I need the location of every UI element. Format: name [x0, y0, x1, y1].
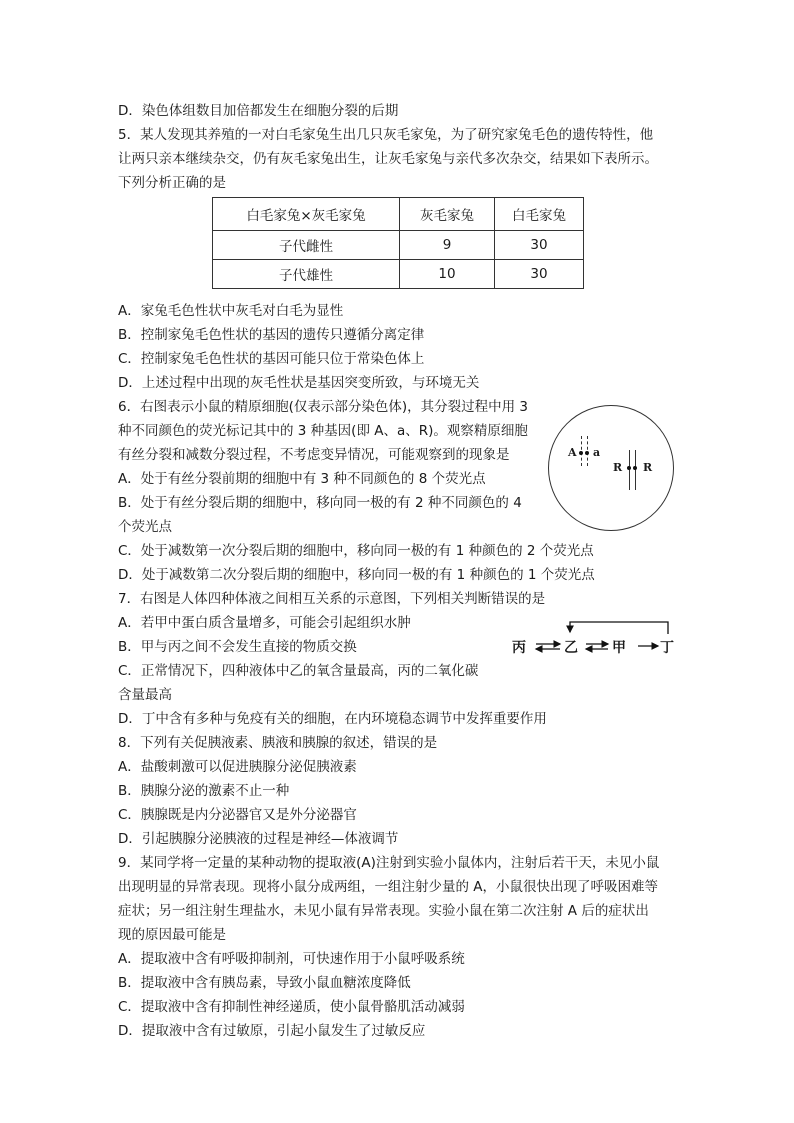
- option-line: B．甲与丙之间不会发生直接的物质交换: [118, 639, 357, 655]
- question-line: 6．右图表示小鼠的精原细胞(仅表示部分染色体)，其分裂过程中用 3: [118, 399, 529, 415]
- gene-label-A: A: [568, 446, 577, 459]
- table-cell: 子代雄性: [213, 260, 400, 289]
- option-line: A．若甲中蛋白质含量增多，可能会引起组织水肿: [118, 615, 411, 631]
- option-line: C．处于减数第一次分裂后期的细胞中，移向同一极的有 1 种颜色的 2 个荧光点: [118, 543, 594, 559]
- cell-figure: [548, 405, 674, 531]
- fluid-diagram: [510, 618, 690, 660]
- option-line: 含量最高: [118, 687, 172, 703]
- option-line: B．胰腺分泌的激素不止一种: [118, 783, 290, 799]
- fluid-bing: 丙: [512, 640, 526, 656]
- chromosome: [629, 450, 630, 490]
- table-cell: 10: [400, 260, 495, 289]
- gene-dot: [585, 451, 589, 455]
- question-line: 7．右图是人体四种体液之间相互关系的示意图，下列相关判断错误的是: [118, 591, 546, 607]
- option-line: D．提取液中含有过敏原，引起小鼠发生了过敏反应: [118, 1023, 426, 1039]
- question-line: 8．下列有关促胰液素、胰液和胰腺的叙述，错误的是: [118, 735, 438, 751]
- table-cell: 30: [495, 231, 584, 260]
- question-line: 有丝分裂和减数分裂过程，不考虑变异情况，可能观察到的现象是: [118, 447, 510, 463]
- gene-label-R: R: [613, 461, 623, 474]
- question-line: 让两只亲本继续杂交，仍有灰毛家兔出生，让灰毛家兔与亲代多次杂交，结果如下表所示。: [118, 151, 658, 167]
- fluid-yi: 乙: [564, 640, 578, 656]
- option-line: B．处于有丝分裂后期的细胞中，移向同一极的有 2 种不同颜色的 4: [118, 495, 522, 511]
- table-cell: 30: [495, 260, 584, 289]
- table-header-cell: 灰毛家兔: [400, 198, 495, 231]
- option-line: C．提取液中含有抑制性神经递质，使小鼠骨骼肌活动减弱: [118, 999, 465, 1015]
- gene-label-a: a: [593, 446, 601, 459]
- option-line: 个荧光点: [118, 519, 172, 535]
- option-line: C．控制家兔毛色性状的基因可能只位于常染色体上: [118, 351, 425, 367]
- option-line: D．染色体组数目加倍都发生在细胞分裂的后期: [118, 103, 399, 119]
- gene-dot: [627, 466, 631, 470]
- option-line: B．提取液中含有胰岛素，导致小鼠血糖浓度降低: [118, 975, 411, 991]
- option-line: D．上述过程中出现的灰毛性状是基因突变所致，与环境无关: [118, 375, 480, 391]
- question-line: 出现明显的异常表现。现将小鼠分成两组，一组注射少量的 A，小鼠很快出现了呼吸困难等: [118, 879, 659, 895]
- table-cell: 子代雌性: [213, 231, 400, 260]
- question-line: 下列分析正确的是: [118, 175, 226, 191]
- table-header-cell: 白毛家兔: [495, 198, 584, 231]
- option-line: C．正常情况下，四种液体中乙的氧含量最高，丙的二氧化碳: [118, 663, 479, 679]
- table-cell: 9: [400, 231, 495, 260]
- option-line: A．家兔毛色性状中灰毛对白毛为显性: [118, 303, 344, 319]
- question-line: 症状；另一组注射生理盐水，未见小鼠有异常表现。实验小鼠在第二次注射 A 后的症状出: [118, 903, 649, 919]
- option-line: D．处于减数第二次分裂后期的细胞中，移向同一极的有 1 种颜色的 1 个荧光点: [118, 567, 595, 583]
- option-line: A．提取液中含有呼吸抑制剂，可快速作用于小鼠呼吸系统: [118, 951, 465, 967]
- results-table: [212, 197, 584, 289]
- chromosome: [635, 450, 636, 490]
- question-line: 5．某人发现其养殖的一对白毛家兔生出几只灰毛家兔，为了研究家兔毛色的遗传特性，他: [118, 127, 654, 143]
- option-line: D．引起胰腺分泌胰液的过程是神经—体液调节: [118, 831, 399, 847]
- gene-label-R: R: [643, 461, 653, 474]
- question-line: 现的原因最可能是: [118, 927, 226, 943]
- option-line: B．控制家兔毛色性状的基因的遗传只遵循分离定律: [118, 327, 425, 343]
- table-header-cell: 白毛家兔×灰毛家兔: [213, 198, 400, 231]
- option-line: D．丁中含有多种与免疫有关的细胞，在内环境稳态调节中发挥重要作用: [118, 711, 547, 727]
- fluid-ding: 丁: [660, 640, 674, 656]
- option-line: A．处于有丝分裂前期的细胞中有 3 种不同颜色的 8 个荧光点: [118, 471, 486, 487]
- gene-dot: [633, 466, 637, 470]
- gene-dot: [579, 451, 583, 455]
- question-line: 种不同颜色的荧光标记其中的 3 种基因(即 A、a、R)。观察精原细胞: [118, 423, 528, 439]
- question-line: 9．某同学将一定量的某种动物的提取液(A)注射到实验小鼠体内，注射后若干天，未见小鼠: [118, 855, 660, 871]
- option-line: A．盐酸刺激可以促进胰腺分泌促胰液素: [118, 759, 357, 775]
- fluid-jia: 甲: [612, 640, 626, 656]
- option-line: C．胰腺既是内分泌器官又是外分泌器官: [118, 807, 357, 823]
